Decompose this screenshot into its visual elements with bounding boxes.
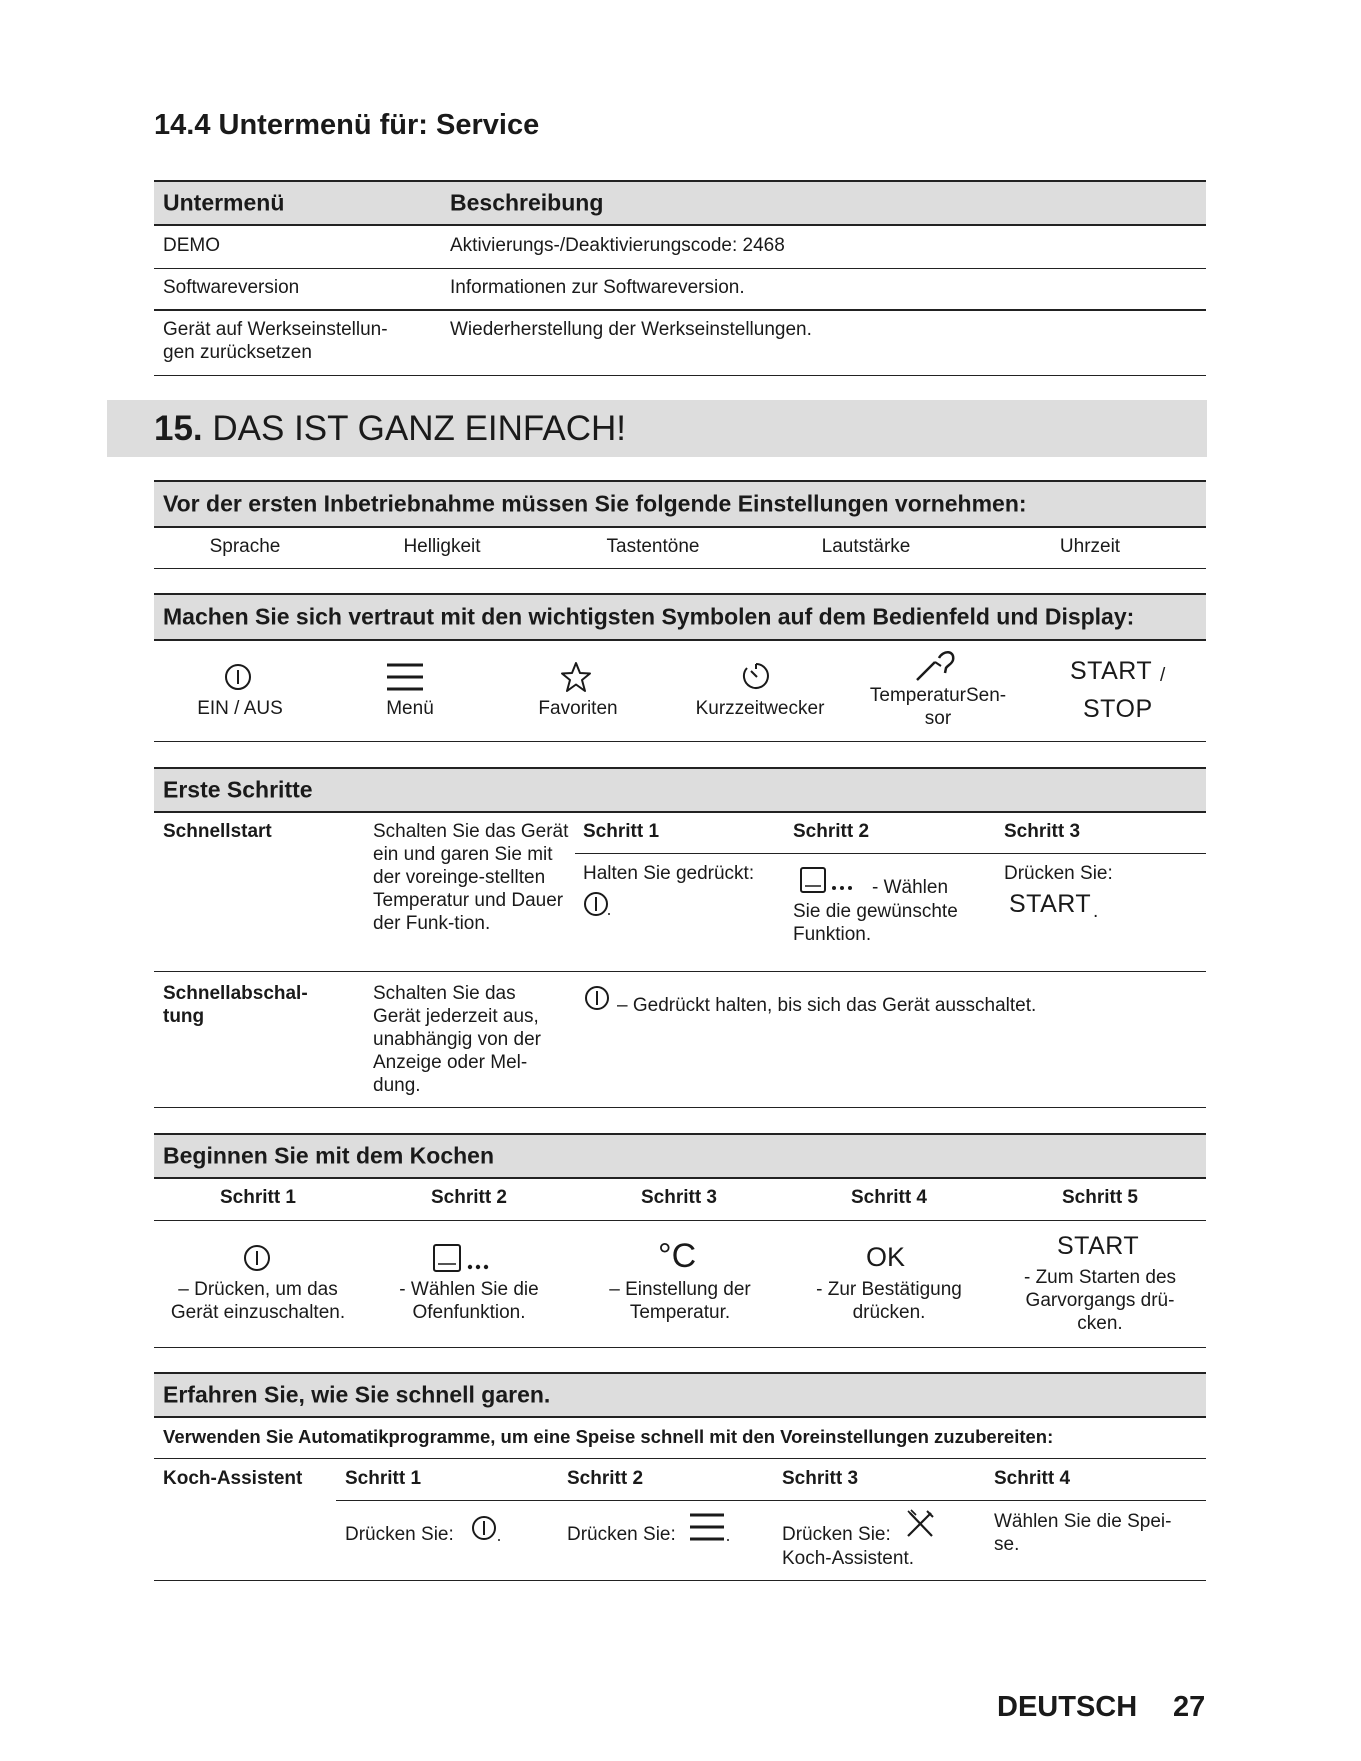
step-text: - Zum Starten des Garvorgangs drü-cken. [1023,1267,1177,1334]
step-text: – Drücken, um das Gerät einzuschalten. [170,1279,346,1323]
power-icon [583,890,611,918]
power-icon [242,1243,272,1273]
table-cell: Aktivierungs-/Deaktivierungscode: 2468 [450,235,785,256]
start-label: START [1057,1232,1140,1260]
step-text: Drücken Sie: [782,1524,891,1545]
step-text: Drücken Sie: [1004,863,1113,884]
timer-icon [740,660,772,692]
menu-icon [688,1511,730,1543]
table-cell: Gerät auf Werkseinstellun- gen zurücksetzen [163,319,388,363]
erste-schritte-title: Erste Schritte [163,776,313,803]
symbol-label: TemperaturSen- sor [869,685,1007,729]
step-text: - Wählen [872,877,949,898]
step-text: Halten Sie gedrückt: [583,863,755,884]
celsius-icon: °C [658,1237,697,1275]
temperature-probe-icon [915,648,959,682]
table-cell: Softwareversion [163,277,300,298]
erfahren-title: Erfahren Sie, wie Sie schnell garen. [163,1381,551,1408]
step-header: Schritt 2 [793,821,870,842]
settings-title: Vor der ersten Inbetriebnahme müssen Sie folgende Einstellungen vornehmen: [163,490,1027,517]
symbol-label: Kurzzeitwecker [695,698,825,719]
start-label: START [1070,657,1153,685]
service-table-header [154,180,1206,226]
column-header-description: Beschreibung [450,189,604,216]
chapter-title: DAS IST GANZ EINFACH! [212,409,626,448]
menu-icon [386,662,424,692]
chapter-number: 15. [154,409,203,448]
table-cell: DEMO [163,235,220,256]
step-header: Schritt 1 [219,1187,297,1208]
symbol-label: Menü [386,698,434,719]
symbols-title: Machen Sie sich vertraut mit den wichtigsten Symbolen auf dem Bedienfeld und Display: [163,603,1135,630]
koch-assistent-label: Koch-Assistent [163,1468,303,1489]
schnellabschaltung-label: Schnellabschal- tung [163,983,308,1027]
symbol-label: EIN / AUS [197,698,283,719]
footer-language: DEUTSCH [997,1691,1138,1723]
start-stop-slash: / [1160,665,1166,686]
page-number: 27 [1173,1691,1206,1723]
kochen-title: Beginnen Sie mit dem Kochen [163,1142,494,1169]
setting-item: Tastentöne [606,536,700,557]
erfahren-subtitle: Verwenden Sie Automatikprogramme, um eine Speise schnell mit den Voreinstellungen zuzubereiten: [163,1426,1054,1447]
chapter-banner [107,400,1207,457]
step-header: Schritt 1 [345,1468,422,1489]
step-header: Schritt 4 [994,1468,1071,1489]
setting-item: Uhrzeit [1059,536,1121,557]
symbols-header [154,593,1206,641]
step-text: – Einstellung der Temperatur. [609,1279,751,1323]
power-icon [583,984,611,1012]
oven-function-icon [800,866,856,894]
setting-item: Lautstärke [821,536,911,557]
table-cell: Informationen zur Softwareversion. [450,277,745,298]
step-text: - Wählen Sie die Ofenfunktion. [399,1279,539,1323]
step-header: Schritt 4 [850,1187,928,1208]
erfahren-header [154,1372,1206,1418]
ok-label: OK [866,1242,906,1272]
oven-function-icon [433,1243,493,1273]
step-text: Drücken Sie: [567,1524,676,1545]
erste-schritte-header [154,767,1206,813]
start-label: START [1009,890,1092,918]
step-header: Schritt 2 [567,1468,644,1489]
symbol-label: Favoriten [538,698,618,719]
step-text: Koch-Assistent. [782,1548,914,1569]
settings-header [154,480,1206,528]
schnellstart-description: Schalten Sie das Gerät ein und garen Sie mit der voreinge-stellten Temperatur und Dauer der Funk-tion. [373,821,569,934]
step-text: - Zur Bestätigung drücken. [816,1279,962,1323]
schnellabschaltung-description: Schalten Sie das Gerät jederzeit aus, unabhängig von der Anzeige oder Mel-dung. [373,983,541,1096]
step-header: Schritt 3 [1004,821,1081,842]
kochen-header [154,1133,1206,1179]
step-header: Schritt 2 [430,1187,508,1208]
step-text: Wählen Sie die Spei-se. [994,1511,1172,1555]
schnellstart-label: Schnellstart [163,821,272,842]
step-header: Schritt 3 [640,1187,718,1208]
step-text: – Gedrückt halten, bis sich das Gerät ausschaltet. [617,995,1037,1016]
step-header: Schritt 1 [583,821,660,842]
power-icon [470,1513,504,1543]
column-header-submenu: Untermenü [163,189,285,216]
stop-label: STOP [1083,695,1153,723]
table-cell: Wiederherstellung der Werkseinstellungen. [450,319,812,340]
power-icon [223,662,253,692]
setting-item: Sprache [209,536,281,557]
step-header: Schritt 5 [1061,1187,1139,1208]
step-header: Schritt 3 [782,1468,859,1489]
setting-item: Helligkeit [403,536,481,557]
step-text: Drücken Sie: [345,1524,454,1545]
section-heading: 14.4 Untermenü für: Service [154,109,540,141]
star-icon [560,661,592,693]
cutlery-icon [905,1509,935,1539]
step-text: Sie die gewünschte Funktion. [793,901,958,945]
